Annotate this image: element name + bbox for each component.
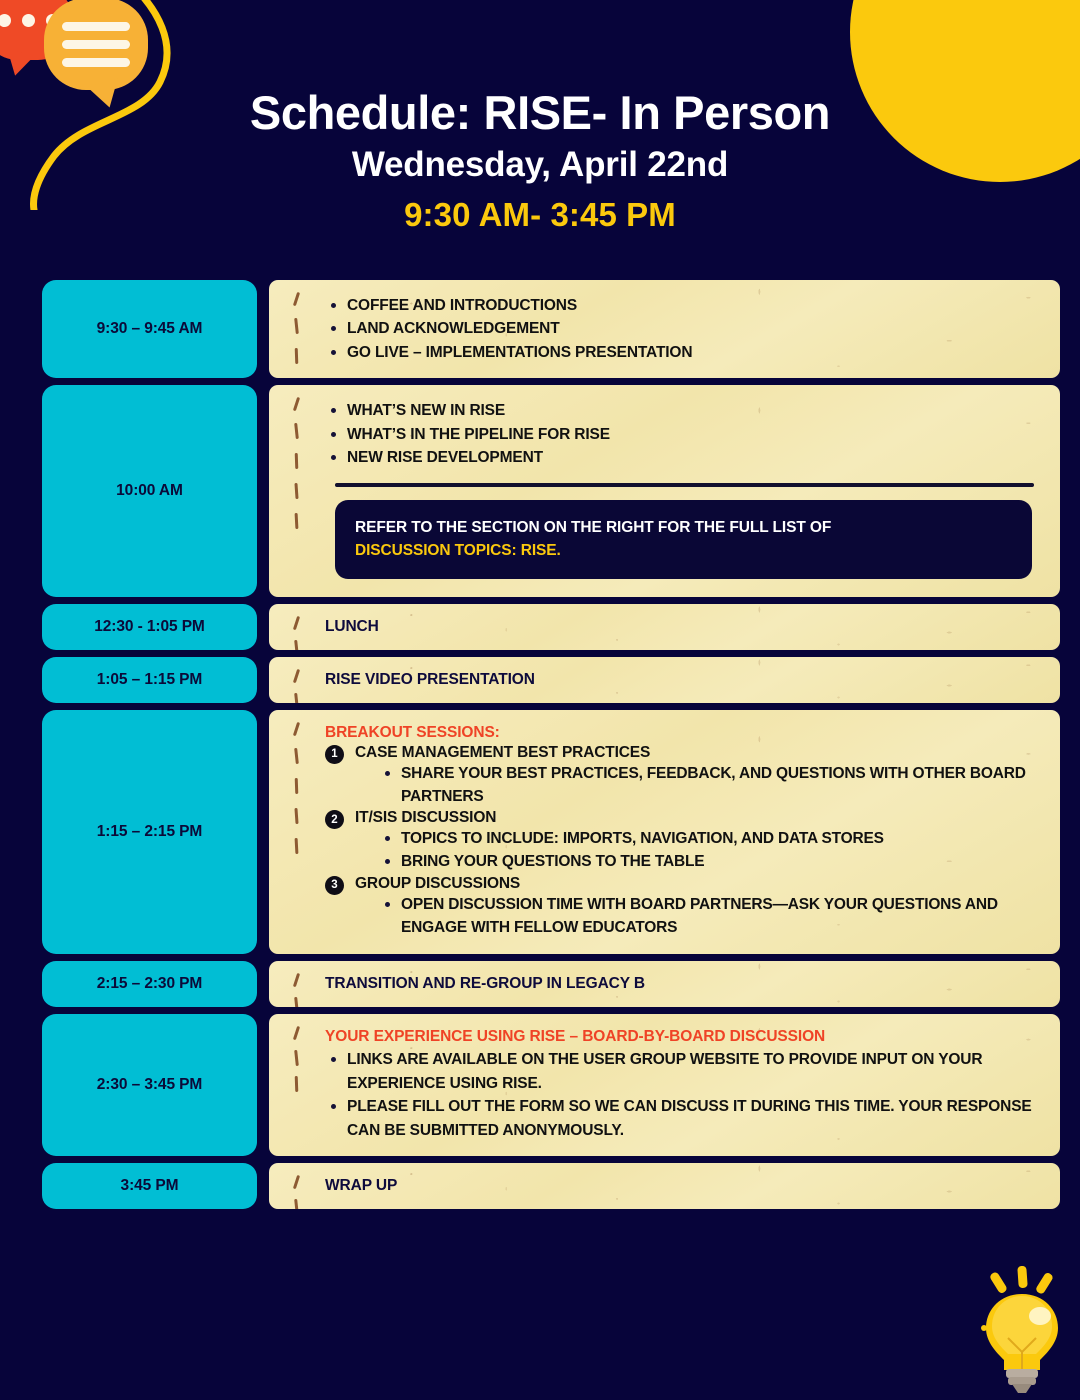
schedule-row	[42, 710, 1060, 955]
callout-text: REFER TO THE SECTION ON THE RIGHT FOR THE FULL LIST OF	[355, 519, 832, 537]
schedule-row	[42, 1163, 1060, 1209]
schedule-section-heading: YOUR EXPERIENCE USING RISE – BOARD-BY-BOARD DISCUSSION	[325, 1028, 826, 1046]
schedule-content-panel	[269, 604, 1060, 650]
session-detail-list	[381, 762, 1042, 809]
session-detail-item: OPEN DISCUSSION TIME WITH BOARD PARTNERS—ASK YOUR QUESTIONS AND ENGAGE WITH FELLOW EDUCATORS	[381, 893, 1042, 940]
schedule-bullet-list	[325, 399, 1042, 470]
session-title: CASE MANAGEMENT BEST PRACTICES	[355, 743, 651, 761]
schedule-bullet-list	[325, 294, 1042, 365]
schedule-bullet-item: PLEASE FILL OUT THE FORM SO WE CAN DISCUSS IT DURING THIS TIME. YOUR RESPONSE CAN BE SUBMITTED ANONYMOUSLY.	[325, 1095, 1042, 1142]
page-header	[0, 0, 1080, 234]
schedule-content-panel	[269, 1163, 1060, 1209]
callout-box	[335, 500, 1032, 579]
schedule-time-label: 2:15 – 2:30 PM	[42, 961, 257, 1007]
schedule-row	[42, 385, 1060, 596]
schedule-content-panel	[269, 657, 1060, 703]
breakout-session-list	[331, 743, 1042, 940]
schedule-list	[42, 280, 1060, 1209]
schedule-item-text: LUNCH	[325, 617, 379, 635]
schedule-item-text: TRANSITION AND RE-GROUP IN LEGACY B	[325, 975, 646, 993]
schedule-time-label: 1:05 – 1:15 PM	[42, 657, 257, 703]
schedule-content-panel	[269, 710, 1060, 955]
session-detail-item: BRING YOUR QUESTIONS TO THE TABLE	[381, 850, 1042, 873]
session-title: GROUP DISCUSSIONS	[355, 874, 521, 892]
breakout-session-item	[331, 874, 1042, 940]
session-detail-item: TOPICS TO INCLUDE: IMPORTS, NAVIGATION, AND DATA STORES	[381, 827, 1042, 850]
session-number-badge: 3	[325, 876, 344, 895]
schedule-item-text: WRAP UP	[325, 1177, 398, 1195]
breakout-session-item	[331, 809, 1042, 874]
page-title: Schedule: RISE- In Person	[249, 86, 831, 139]
schedule-time-label: 12:30 - 1:05 PM	[42, 604, 257, 650]
schedule-bullet-list	[325, 1048, 1042, 1142]
schedule-content-panel	[269, 385, 1060, 596]
schedule-time-label: 3:45 PM	[42, 1163, 257, 1209]
session-number-badge: 1	[325, 745, 344, 764]
page-time-range: 9:30 AM- 3:45 PM	[404, 195, 676, 233]
schedule-time-label: 1:15 – 2:15 PM	[42, 710, 257, 955]
schedule-content-panel	[269, 280, 1060, 379]
callout-highlight-text: DISCUSSION TOPICS: RISE.	[355, 542, 561, 560]
schedule-bullet-item: GO LIVE – IMPLEMENTATIONS PRESENTATION	[325, 341, 1042, 365]
schedule-item-text: RISE VIDEO PRESENTATION	[325, 670, 535, 688]
session-detail-item: SHARE YOUR BEST PRACTICES, FEEDBACK, AND QUESTIONS WITH OTHER BOARD PARTNERS	[381, 762, 1042, 809]
schedule-bullet-item: NEW RISE DEVELOPMENT	[325, 446, 1042, 470]
schedule-row	[42, 961, 1060, 1007]
schedule-bullet-item: WHAT’S NEW IN RISE	[325, 399, 1042, 423]
section-divider	[335, 483, 1034, 487]
schedule-time-label: 9:30 – 9:45 AM	[42, 280, 257, 379]
schedule-bullet-item: LAND ACKNOWLEDGEMENT	[325, 317, 1042, 341]
schedule-row	[42, 657, 1060, 703]
schedule-row	[42, 604, 1060, 650]
schedule-bullet-item: LINKS ARE AVAILABLE ON THE USER GROUP WEBSITE TO PROVIDE INPUT ON YOUR EXPERIENCE USING RISE.	[325, 1048, 1042, 1095]
schedule-time-label: 2:30 – 3:45 PM	[42, 1014, 257, 1156]
schedule-content-panel	[269, 1014, 1060, 1156]
session-detail-list	[381, 893, 1042, 940]
breakout-session-item	[331, 743, 1042, 809]
schedule-bullet-item: WHAT’S IN THE PIPELINE FOR RISE	[325, 423, 1042, 447]
lightbulb-icon	[974, 1266, 1070, 1394]
session-title: IT/SIS DISCUSSION	[355, 809, 497, 827]
schedule-row	[42, 1014, 1060, 1156]
schedule-section-heading: BREAKOUT SESSIONS:	[325, 723, 500, 741]
page-subtitle: Wednesday, April 22nd	[351, 144, 729, 184]
schedule-row	[42, 280, 1060, 379]
schedule-content-panel	[269, 961, 1060, 1007]
session-number-badge: 2	[325, 810, 344, 829]
schedule-time-label: 10:00 AM	[42, 385, 257, 596]
schedule-bullet-item: COFFEE AND INTRODUCTIONS	[325, 294, 1042, 318]
session-detail-list	[381, 827, 1042, 874]
